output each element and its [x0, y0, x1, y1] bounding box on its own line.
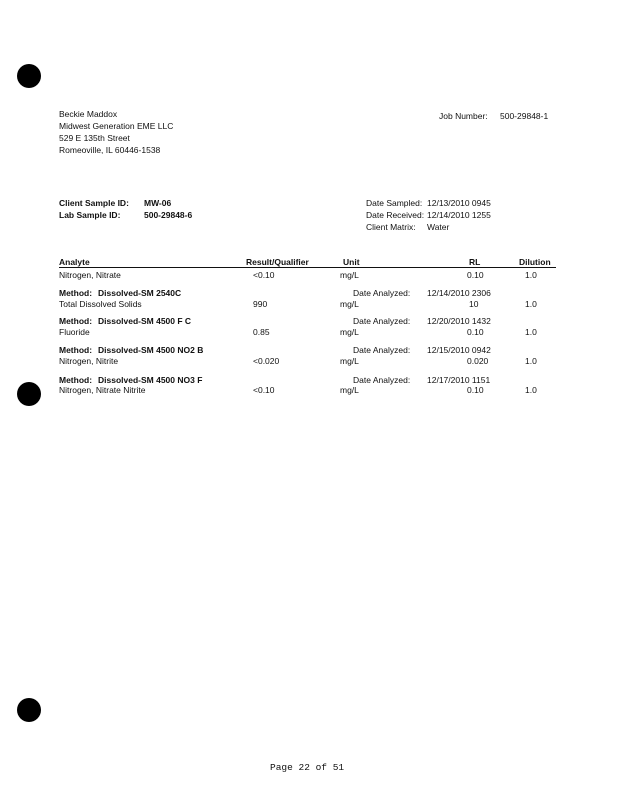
row-result: 0.85: [253, 327, 270, 337]
client-matrix: Water: [427, 222, 450, 232]
row-rl: 0.020: [467, 356, 489, 366]
date-analyzed: 12/17/2010 1151: [427, 375, 491, 385]
method-name: Dissolved-SM 2540C: [98, 288, 182, 298]
date-analyzed-label: Date Analyzed:: [353, 288, 411, 298]
row-analyte: Nitrogen, Nitrate Nitrite: [59, 385, 146, 395]
date-analyzed-label: Date Analyzed:: [353, 316, 411, 326]
lab-sample-id-label: Lab Sample ID:: [59, 210, 121, 220]
recipient-city: Romeoville, IL 60446-1538: [59, 145, 161, 155]
method-name: Dissolved-SM 4500 F C: [98, 316, 192, 326]
row-dilution: 1.0: [525, 356, 537, 366]
date-received-label: Date Received:: [366, 210, 425, 220]
row-result: 990: [253, 299, 268, 309]
lab-sample-id: 500-29848-6: [144, 210, 193, 220]
row-dilution: 1.0: [525, 270, 537, 280]
recipient-company: Midwest Generation EME LLC: [59, 121, 174, 131]
row-unit: mg/L: [340, 299, 359, 309]
date-analyzed: 12/15/2010 0942: [427, 345, 491, 355]
method-label: Method:: [59, 345, 93, 355]
row-analyte: Fluoride: [59, 327, 90, 337]
row-rl: 10: [469, 299, 479, 309]
header-analyte: Analyte: [59, 257, 90, 267]
date-analyzed: 12/20/2010 1432: [427, 316, 491, 326]
client-matrix-label: Client Matrix:: [366, 222, 416, 232]
row-unit: mg/L: [340, 385, 359, 395]
date-analyzed: 12/14/2010 2306: [427, 288, 491, 298]
row-dilution: 1.0: [525, 327, 537, 337]
row-dilution: 1.0: [525, 385, 537, 395]
row-dilution: 1.0: [525, 299, 537, 309]
row-unit: mg/L: [340, 356, 359, 366]
row-analyte: Nitrogen, Nitrite: [59, 356, 119, 366]
job-number-value: 500-29848-1: [500, 111, 549, 121]
punch-hole-bottom: [17, 698, 41, 722]
header-rule: [59, 267, 556, 268]
client-sample-id-label: Client Sample ID:: [59, 198, 129, 208]
recipient-street: 529 E 135th Street: [59, 133, 130, 143]
header-rl: RL: [469, 257, 481, 267]
page-number: Page 22 of 51: [270, 762, 345, 773]
row-rl: 0.10: [467, 327, 484, 337]
date-sampled-label: Date Sampled:: [366, 198, 423, 208]
header-result: Result/Qualifier: [246, 257, 309, 267]
row-unit: mg/L: [340, 270, 359, 280]
client-sample-id: MW-06: [144, 198, 172, 208]
date-received: 12/14/2010 1255: [427, 210, 491, 220]
row-analyte: Total Dissolved Solids: [59, 299, 142, 309]
method-label: Method:: [59, 375, 93, 385]
header-unit: Unit: [343, 257, 360, 267]
row-result: <0.10: [253, 270, 275, 280]
date-analyzed-label: Date Analyzed:: [353, 375, 411, 385]
row-rl: 0.10: [467, 270, 484, 280]
row-analyte: Nitrogen, Nitrate: [59, 270, 121, 280]
method-label: Method:: [59, 316, 93, 326]
row-unit: mg/L: [340, 327, 359, 337]
header-dilution: Dilution: [519, 257, 551, 267]
date-sampled: 12/13/2010 0945: [427, 198, 491, 208]
method-name: Dissolved-SM 4500 NO3 F: [98, 375, 203, 385]
date-analyzed-label: Date Analyzed:: [353, 345, 411, 355]
method-name: Dissolved-SM 4500 NO2 B: [98, 345, 204, 355]
row-rl: 0.10: [467, 385, 484, 395]
punch-hole-top: [17, 64, 41, 88]
row-result: <0.020: [253, 356, 280, 366]
job-number-label: Job Number:: [439, 111, 488, 121]
row-result: <0.10: [253, 385, 275, 395]
recipient-name: Beckie Maddox: [59, 109, 118, 119]
method-label: Method:: [59, 288, 93, 298]
punch-hole-middle: [17, 382, 41, 406]
